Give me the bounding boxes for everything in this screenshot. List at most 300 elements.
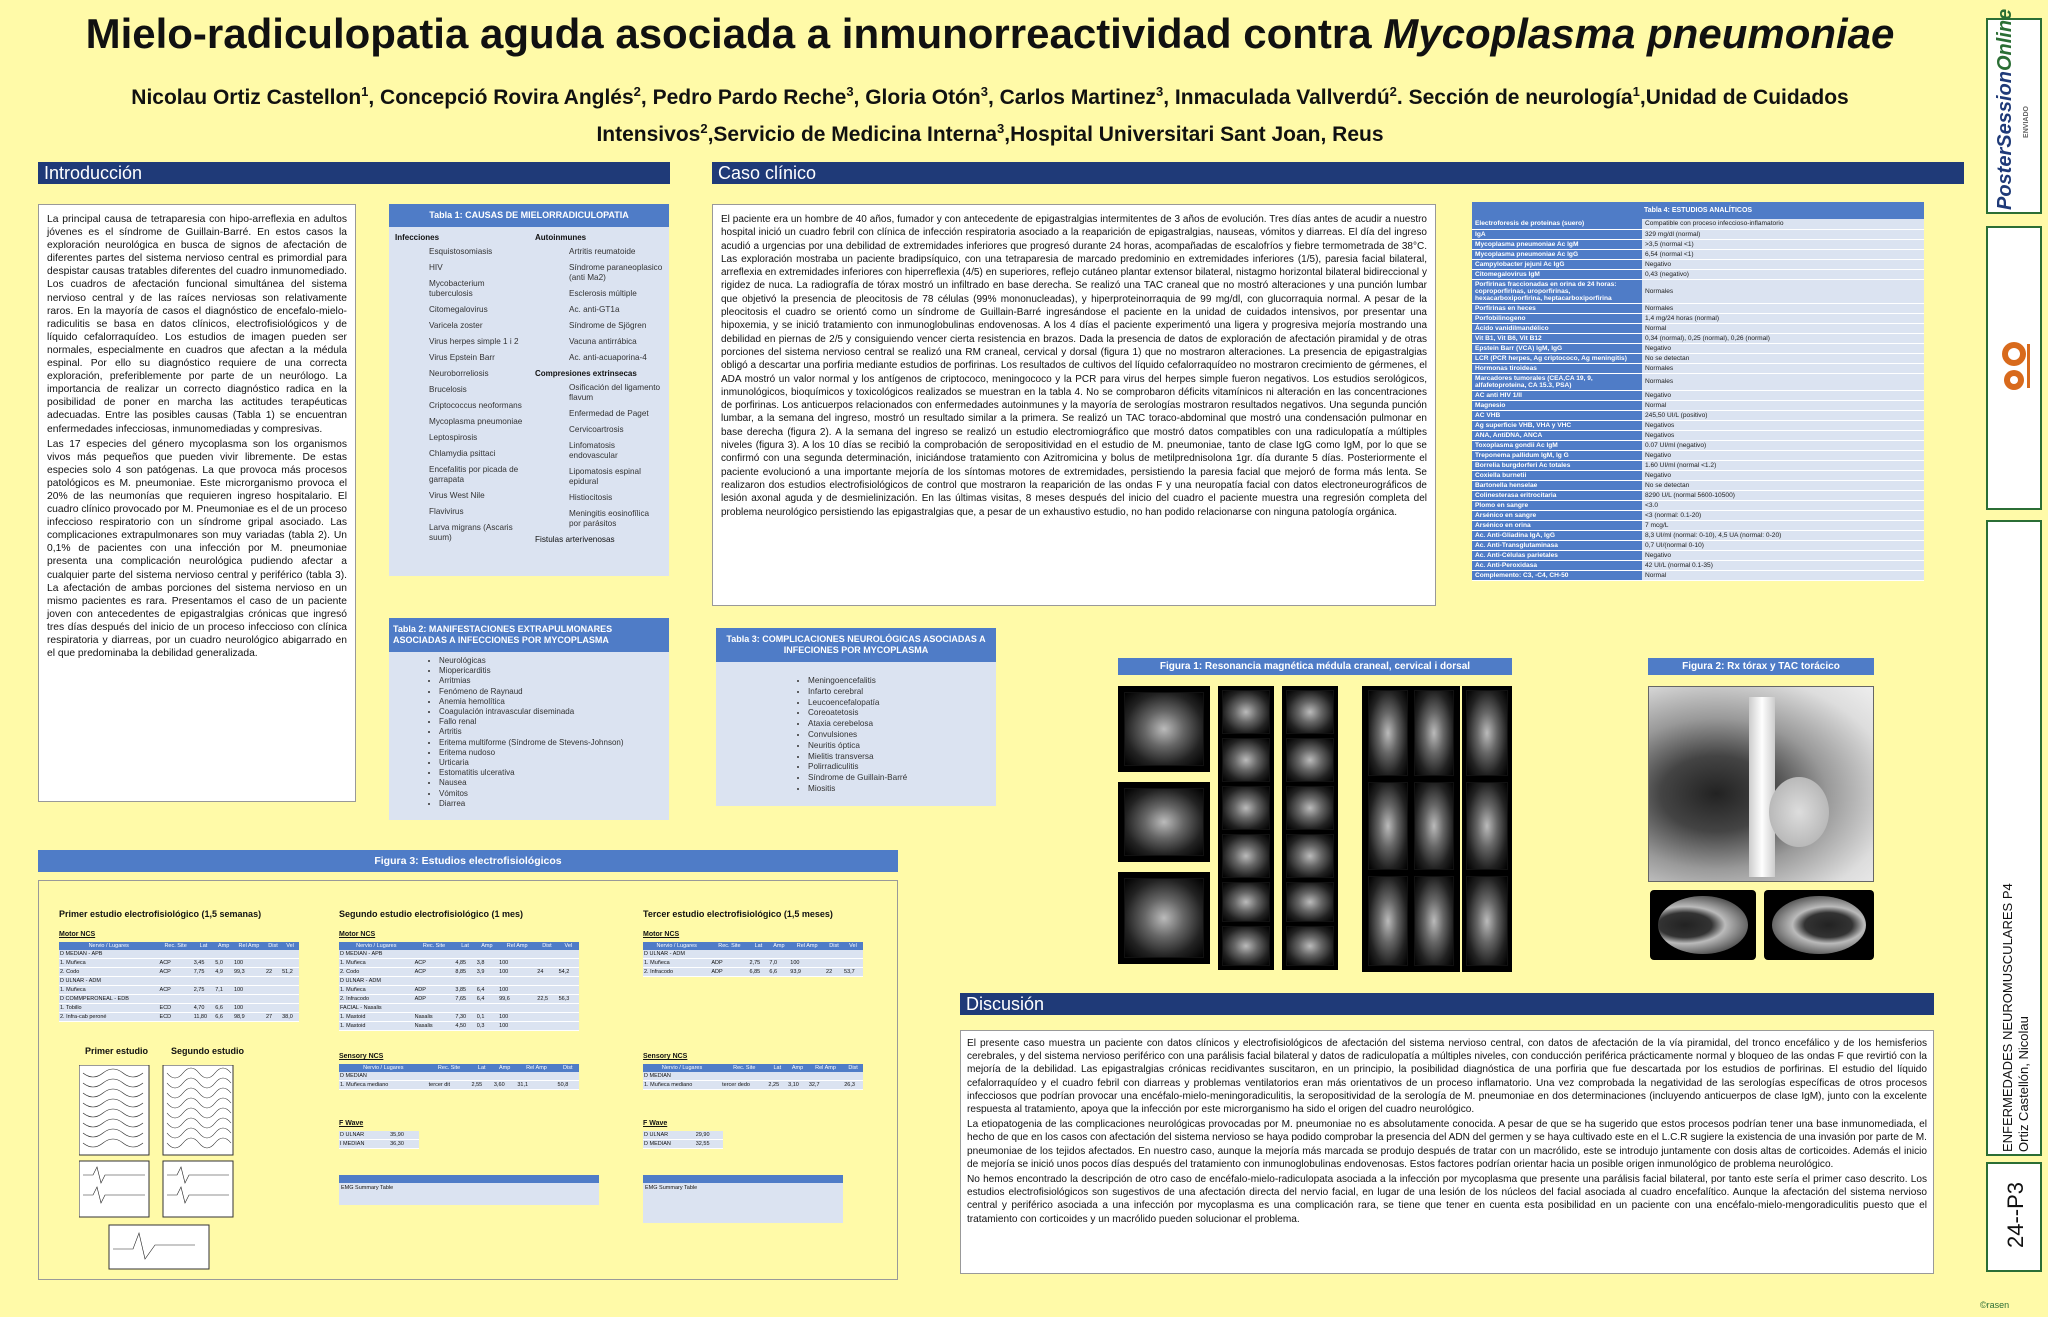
table-2-item: • Urticaria (439, 758, 669, 768)
table-1-item: Síndrome de Sjögren (569, 321, 647, 330)
table-4-label: Electroforesis de proteinas (suero) (1472, 219, 1642, 229)
table-4-row (1472, 540, 1924, 550)
mini-table-cell: 0,1 (476, 1013, 498, 1022)
mini-table-cell: ACP (159, 959, 193, 968)
mini-table-heading: Vel (558, 942, 579, 950)
mini-table-cell (558, 1004, 579, 1013)
mini-table-cell: FACIAL - Nasalis (339, 1004, 414, 1013)
mini-table-cell: 35,90 (389, 1131, 419, 1140)
mini-table-cell: 4,85 (454, 959, 475, 968)
table-1-item: Chlamydia psittaci (429, 449, 496, 458)
table-4-row (1472, 410, 1924, 420)
emg-summary-table (339, 1175, 599, 1205)
mini-table-cell (825, 950, 843, 959)
mini-table-row (339, 1131, 419, 1140)
table-4-label: Colinesterasa eritrocitaria (1472, 490, 1642, 500)
table-4-label: Bartonella henselae (1472, 480, 1642, 490)
mini-table-cell: D MEDIAN (643, 1140, 695, 1149)
figure-3-panel (38, 880, 898, 1280)
mini-table-row (643, 1140, 723, 1149)
table-1-item: Virus West Nile (429, 491, 485, 500)
mini-table-cell: 1. Muñeca (59, 959, 159, 968)
mini-table-cell: 6,6 (214, 1004, 233, 1013)
mini-table-header (643, 1064, 863, 1072)
table-4-value: Normales (1642, 373, 1924, 390)
mini-table-cell (214, 995, 233, 1004)
mini-table-cell: 100 (498, 959, 536, 968)
mini-table-cell: ACP (159, 986, 193, 995)
table-4-label: Marcadores tumorales (CEA,CA 19, 9, alfafetoproteina, CA 15.3, PSA) (1472, 373, 1642, 390)
mini-table-cell: 5,0 (214, 959, 233, 968)
ef-study-3 (643, 909, 863, 1223)
table-1-item: Mycoplasma pneumoniae (429, 417, 523, 426)
table-4-row (1472, 490, 1924, 500)
mini-table-heading: Rec. Site (414, 942, 455, 950)
table-1-item: Leptospirosis (429, 433, 478, 442)
mini-table-cell (265, 950, 281, 959)
mini-table-heading: Rec. Site (721, 1064, 767, 1072)
table-3-item: • Coreoatetosis (808, 708, 996, 719)
mini-table-cell: D MEDIAN - APB (339, 950, 414, 959)
mini-table-cell: 100 (498, 1013, 536, 1022)
section-discussion-header: Discusión (960, 993, 1934, 1015)
table-2-title: Tabla 2: MANIFESTACIONES EXTRAPULMONARES ASOCIADAS A INFECCIONES POR MYCOPLASMA (389, 618, 669, 652)
mini-table-heading: Lat (471, 1064, 493, 1072)
brand-small: ENVIADO (2023, 106, 2030, 138)
mini-table-cell: 2,55 (471, 1081, 493, 1090)
mini-table-header (339, 1064, 579, 1072)
mini-table-row (339, 950, 579, 959)
mri-image (1362, 686, 1460, 972)
table-4-label: Citomegalovirus IgM (1472, 269, 1642, 279)
table-1-item: Esquistosomiasis (429, 247, 493, 256)
motor-ncs-label: Motor NCS (339, 931, 376, 938)
mini-table-cell: ADP (710, 959, 748, 968)
intro-text-box (38, 204, 356, 802)
mini-table-cell: 4,70 (193, 1004, 215, 1013)
table-4-row (1472, 530, 1924, 540)
mini-table-cell: ACP (414, 959, 455, 968)
table-4-label: LCR (PCR herpes, Ag criptococo, Ag meningitis) (1472, 353, 1642, 363)
mini-table-cell: 29,90 (695, 1131, 723, 1140)
mini-table-heading: Rel Amp (789, 942, 825, 950)
mini-table-cell: 100 (233, 1004, 265, 1013)
table-4-value: Normales (1642, 363, 1924, 373)
ef-study-title: Primer estudio electrofisiológico (1,5 semanas) (59, 909, 262, 919)
mini-table-cell: 100 (498, 1022, 536, 1031)
table-4-label: IgA (1472, 229, 1642, 239)
table-1-col-heading: Infecciones (395, 233, 440, 242)
mini-table-cell (843, 1072, 863, 1081)
mini-table-cell (557, 1072, 579, 1081)
table-4-row (1472, 570, 1924, 580)
mini-table-cell: 99,3 (233, 968, 265, 977)
table-4-value: 8290 U/L (normal 5600-10500) (1642, 490, 1924, 500)
mini-table-cell: 1. Tobillo (59, 1004, 159, 1013)
table-4-label: Ácido vanidilmandélico (1472, 323, 1642, 333)
table-1-item: HIV (429, 263, 443, 272)
table-2 (389, 618, 669, 814)
table-1-item: Virus herpes simple 1 i 2 (429, 337, 519, 346)
table-4-row (1472, 560, 1924, 570)
mri-image (1118, 872, 1210, 964)
table-4-title: Tabla 4: ESTUDIOS ANALÍTICOS (1472, 202, 1924, 219)
mini-table-cell: 1. Muñeca mediano (339, 1081, 428, 1090)
table-4-row (1472, 510, 1924, 520)
table-4-value: Normales (1642, 279, 1924, 303)
mini-table-cell: 36,30 (389, 1140, 419, 1149)
mini-table-cell (233, 950, 265, 959)
mini-table-cell: 22 (265, 968, 281, 977)
mini-table-heading: Nervio / Lugares (339, 942, 414, 950)
table-2-item: • Anemia hemolítica (439, 697, 669, 707)
ef-study-2 (339, 909, 579, 1205)
mini-table-row (339, 1140, 419, 1149)
mini-table-row (339, 1013, 579, 1022)
table-1-item: Ac. anti-GT1a (569, 305, 620, 314)
table-4-label: Porfirinas fraccionadas en orina de 24 horas: coproporfirinas, uroporfirinas, hexacarboxiporfirina, heptacarboxiporfirina (1472, 279, 1642, 303)
table-2-item: • Nausea (439, 778, 669, 788)
mini-table-cell: D ULNAR (643, 1131, 695, 1140)
mini-table-cell: 7,75 (193, 968, 215, 977)
mini-table-cell (265, 977, 281, 986)
table-1-item: Meningitis eosinofílica por parásitos (569, 509, 650, 528)
mini-table-row (59, 995, 299, 1004)
mini-table-cell (281, 1004, 299, 1013)
table-4-value: <3 (normal: 0.1-20) (1642, 510, 1924, 520)
table-4-label: Complemento: C3, -C4, CH-50 (1472, 570, 1642, 580)
mini-table-cell: 3,9 (476, 968, 498, 977)
mini-table-cell: 50,8 (557, 1081, 579, 1090)
mini-table-cell (498, 977, 536, 986)
mini-table-header (339, 942, 579, 950)
mini-table-row (59, 950, 299, 959)
table-4-value: 6,54 (normal <1) (1642, 249, 1924, 259)
mini-table-cell: D ULNAR - ADM (643, 950, 710, 959)
mini-table-cell (233, 977, 265, 986)
mini-table-heading: Rel Amp (808, 1064, 843, 1072)
mini-table-cell: 98,9 (233, 1013, 265, 1022)
intro-paragraph: La principal causa de tetraparesia con hipo-arreflexia en adultos jóvenes es el síndrome de Guillain-Barré. En estos casos la exploración neurológica en busca de signos de afectación de diferentes partes del sistema nervioso central es primordial para despistar causas tratables diferentes del cuadro inmunomediado. Los cuadros de afectación funcional simultánea del sistema nervioso central y de las raíces nerviosas son relativamente raros. En la mayoría de casos el diagnóstico de encefalo-mielo-radiculitis se basa en datos clínicos, electrofisiológicos y de líquido cefalorraquídeo. Los estudios de imagen pueden ser normales, especialmente en cuadros que afectan a la médula espinal. Por ello su diagnóstico requiere de una correcta exploración, preferiblemente por parte de un neurólogo. La importancia de realizar un correcto diagnóstico radica en la posibilidad de poner en marcha las actitudes terapéuticas adecuadas. Entre las posibles causas (Tabla 1) se encuentran enfermedades infecciosas, inmunomediadas y compresivas. (47, 214, 347, 435)
table-4-label: Ac. Anti-Gliadina IgA, IgG (1472, 530, 1642, 540)
mini-table-cell (281, 977, 299, 986)
table-1-item: Enfermedad de Paget (569, 409, 649, 418)
table-4-row (1472, 460, 1924, 470)
table-1-item: Mycobacterium tuberculosis (429, 279, 485, 298)
table-4-value: 1,4 mg/24 horas (normal) (1642, 313, 1924, 323)
poster-code-panel (1986, 1162, 2042, 1272)
table-1-col-heading: Compresiones extrinsecas (535, 369, 637, 378)
table-3-item: • Neuritis óptica (808, 741, 996, 752)
mini-table-cell: D COMMPERONEAL - EDB (59, 995, 159, 1004)
mini-table-cell (281, 986, 299, 995)
table-1-item: Cervicoartrosis (569, 425, 624, 434)
mini-table-row (339, 1081, 579, 1090)
mini-table-heading: Nervio / Lugares (339, 1064, 428, 1072)
mini-table-cell: 7,0 (768, 959, 789, 968)
mini-table-heading: Rel Amp (498, 942, 536, 950)
mini-table-cell (476, 977, 498, 986)
mini-table-cell: 24 (536, 968, 557, 977)
mini-table-heading: Amp (214, 942, 233, 950)
table-4-row (1472, 500, 1924, 510)
table-4-value: 0,7 UI/(normal 0-10) (1642, 540, 1924, 550)
mini-table-cell: 3,45 (193, 959, 215, 968)
mini-table-heading: Rec. Site (710, 942, 748, 950)
mini-table-cell: 2,75 (193, 986, 215, 995)
table-4-row (1472, 450, 1924, 460)
mini-table-row (339, 977, 579, 986)
mini-table-cell (159, 995, 193, 1004)
mini-table-cell: 2. Codo (59, 968, 159, 977)
table-4-value: No se detectan (1642, 353, 1924, 363)
mini-table-cell: 7,65 (454, 995, 475, 1004)
table-2-item: • Vómitos (439, 789, 669, 799)
mini-table-cell (476, 950, 498, 959)
wave-label-1: Primer estudio (85, 1046, 149, 1056)
mini-table-heading: Rec. Site (428, 1064, 471, 1072)
mini-table-cell (825, 959, 843, 968)
table-4-value: No se detectan (1642, 480, 1924, 490)
table-4-label: Arsénico en orina (1472, 520, 1642, 530)
table-1-col-heading: Autoinmunes (535, 233, 587, 242)
mini-table-cell: 100 (498, 986, 536, 995)
mini-table-cell (265, 1004, 281, 1013)
mini-table-cell: 1. Muñeca (643, 959, 710, 968)
figure-2-title: Figura 2: Rx tórax y TAC torácico (1648, 658, 1874, 675)
poster-session-logo (1986, 8, 2042, 214)
table-4-label: Hormonas tiroideas (1472, 363, 1642, 373)
mini-table-cell: 56,3 (558, 995, 579, 1004)
mini-table-cell: I MEDIAN (339, 1140, 389, 1149)
table-3-item: • Meningoencefalitis (808, 676, 996, 687)
table-3 (716, 628, 996, 814)
table-3-title: Tabla 3: COMPLICACIONES NEUROLÓGICAS ASOCIADAS A INFECIONES POR MYCOPLASMA (716, 628, 996, 662)
mini-table-cell: 2. Infra-cab peroné (59, 1013, 159, 1022)
ef-study-1 (59, 909, 299, 1022)
mini-table-cell: 8,85 (454, 968, 475, 977)
wave-label-2: Segundo estudio (171, 1046, 244, 1056)
mini-table-row (643, 959, 863, 968)
table-4-value: >3,5 (normal <1) (1642, 239, 1924, 249)
case-paragraph: El paciente era un hombre de 40 años, fumador y con antecedente de epigastralgias intermitentes de 3 años de evolución. Tres días antes de acudir a nuestro hospital inició un cuadro febril con clínica de infección respiratoria asociado a la reaparición de epigastralgias, nauseas, vómitos y diarreas. El día del ingreso acudió a urgencias por una debilidad de extremidades inferiores que progresó durante 24 horas, acompañadas de escalofríos y fiebre termometrada de 38°C. Las exploración mostraba un paciente bradipsíquico, con una tetraparesia de marcado predominio en extremidades inferiores (1/5), paresia facial bilateral, arreflexia en extremidades inferiores con hiperreflexia (4/5) en superiores, reflejo cutáneo plantar extensor bilateral, nistagmo horizontal bilateral bidireccional y rigidez de nuca. La radiografía de tórax mostró un infiltrado en base derecha. Se realizó una TAC craneal que no mostró alteraciones y una punción lumbar que objetivó la presencia de pleocitosis de 78 células (99% mononucleadas), y hiperproteinorraquia de 99 mg/dl, con glucorraquia normal. A pesar de la pleocitosis el cuadro se orientó como un síndrome de Guillain-Barré ingresándose el paciente en la unidad de cuidados intensivos, por presentar una hipoxemia, y se inició tratamiento con inmunoglobulinas endovenosas. A los 4 días el paciente experimentó una ligera y progresiva mejoría mostrando una debilidad en piernas de 2/5 y consiguiendo vencer cierta resistencia en brazos. Dada la presencia de datos de exploración de afectación piramidal y de otras porciones del sistema nervioso central se realizó una RM craneal, cervical y dorsal (figura 1) que no mostraron alteraciones. La presencia de epigastralgias obligó a descartar una porfiria mediante estudios de porfirinas. Los resultados de cultivos del líquido cefalorraquídeo no mostraron crecimiento de gérmenes, el ADA mostró un valor normal y los antígenos de criptococo, meningococo y la PCR para virus del herpes simple fueron negativos. Los estudios serológicos, inmunológicos, bioquímicos y toxicológicos realizados se muestran en la tabla 4. No se comprobaron déficits vitamínicos ni alteración en las concentraciones de porfirinas. Los anticuerpos relacionados con enfermedades autoinmunes y la mayoría de serologías mostraron resultados negativos. Una segunda punción lumbar, a la semana del ingreso, mostró un resultado similar a la primera. Se realizó un TAC toraco-abdominal que mostró una condensación pulmonar en base derecha (figura 2). A la semana del ingreso se realizó un estudio electromiográfico que mostró datos compatibles con una radiculopatía a múltiples niveles (figura 3). A los 10 días se recibió la comprobación de seropositividad en el estudio de M. pneumoniae, tanto de clase IgG como IgM, por lo que se confirmó con una segunda determinación, iniciándose tratamiento con Azitromicina y bolus de metilprednisolona 1gr. día durante 5 días. Posteriormente el paciente evolucionó a una importante mejoría de los síntomas motores de extremidades, persistiendo la paresia facial que mejoró de forma más lenta. Se realizaron dos estudios electrofisiológicos de control que mostraron la reaparición de las ondas F y una neuropatía facial con datos electroneurográficos de lesión axonal aguda y de desmielinización. En las últimas visitas, 8 meses después del inicio del cuadro el paciente muestra una regresión completa del problema neurológico persistiendo las epigastralgias que, a pesar de un exhaustivo estudio, no han podido relacionarse con ninguna patología orgánica. (721, 214, 1427, 518)
table-1-item: Brucelosis (429, 385, 467, 394)
mini-table-cell: 2. Infracodo (339, 995, 414, 1004)
fwave-label: F Wave (339, 1120, 364, 1127)
mini-table-row (339, 959, 579, 968)
mini-table-cell: 4,9 (214, 968, 233, 977)
table-1-item: Neuroborreliosis (429, 369, 489, 378)
mini-table-cell (536, 950, 557, 959)
mini-table-cell (265, 959, 281, 968)
table-4-value: Normal (1642, 400, 1924, 410)
mini-table-cell (159, 950, 193, 959)
mini-table-cell (159, 977, 193, 986)
mini-table-row (339, 986, 579, 995)
discussion-paragraph: La etiopatogenia de las complicaciones neurológicas provocadas por M. pneumoniae no es absolutamente conocida. A pesar de que se ha sugerido que estos procesos podrían tener una base inmunomediada, el hecho de que en los casos con afectación del sistema nervioso se haya podido comprobar la presencia del ADN del germen y se haya cultivado este en el L.C.R sugiere la existencia de una invasión por parte de M. pneumoniae de los tejidos afectados. En nuestro caso, aunque la mejoría más marcada se produjo después de tratar con un macrólido, este se introdujo juntamente con dosis altas de corticoides. Además el inicio de mejoría se inició unos pocos días después del tratamiento con inmunoglobulinas endovenosas. Estos factores podrían orientar hacia un posible origen inmunológico de problema neurológico. (967, 1119, 1927, 1170)
mini-table-row (643, 1131, 723, 1140)
mini-table-heading: Dist (536, 942, 557, 950)
mri-image (1462, 686, 1512, 972)
mini-table-heading: Nervio / Lugares (59, 942, 159, 950)
mini-table-cell (767, 1072, 787, 1081)
mini-table-cell: 7,1 (214, 986, 233, 995)
mini-table-cell: 2,75 (748, 959, 768, 968)
mini-table-cell: D ULNAR (339, 1131, 389, 1140)
table-1-item: Esclerosis múltiple (569, 289, 637, 298)
mini-table-heading: Lat (767, 1064, 787, 1072)
mini-table-cell: 32,55 (695, 1140, 723, 1149)
table-4-label: Coxiella burnetii (1472, 470, 1642, 480)
mini-table-cell: 22 (825, 968, 843, 977)
mini-table-cell: 100 (498, 968, 536, 977)
table-4-row (1472, 440, 1924, 450)
mini-table-cell: ACP (414, 968, 455, 977)
mini-table-cell: 2. Codo (339, 968, 414, 977)
mini-table-row (59, 959, 299, 968)
table-4-value: 0,34 (normal), 0,25 (normal), 0,26 (normal) (1642, 333, 1924, 343)
mini-table-cell (193, 950, 215, 959)
table-4-row (1472, 550, 1924, 560)
table-4 (1472, 202, 1924, 638)
table-4-value: Negativo (1642, 470, 1924, 480)
footer-brand: ©rasen (1980, 1300, 2010, 1310)
mini-table-heading: Vel (281, 942, 299, 950)
mini-table-cell: 3,10 (787, 1081, 808, 1090)
mini-table-row (339, 1072, 579, 1081)
table-2-item: • Artritis (439, 727, 669, 737)
mini-table-cell: 1. Muñeca mediano (643, 1081, 721, 1090)
table-4-row (1472, 323, 1924, 333)
table-4-row (1472, 390, 1924, 400)
table-1-item: Virus Epstein Barr (429, 353, 495, 362)
mini-table-heading: Amp (787, 1064, 808, 1072)
table-1-item: Vacuna antirrábica (569, 337, 637, 346)
mini-table-row (59, 1013, 299, 1022)
table-1-item: Fistulas arterivenosas (535, 535, 615, 544)
table-3-item: • Polirradiculitis (808, 762, 996, 773)
ef-study-title: Tercer estudio electrofisiológico (1,5 meses) (643, 909, 833, 919)
table-1-item: Citomegalovirus (429, 305, 488, 314)
table-3-item: • Leucoencefalopatía (808, 698, 996, 709)
table-4-value: 8,3 UI/ml (normal: 0-10), 4,5 UA (normal: 0-20) (1642, 530, 1924, 540)
mini-table-cell: 6,4 (476, 986, 498, 995)
mini-table-cell (281, 950, 299, 959)
mini-table-cell: 93,9 (789, 968, 825, 977)
mini-table-cell (414, 950, 455, 959)
mini-table-cell: 3,85 (454, 986, 475, 995)
authors: Nicolau Ortiz Castellon$^1$, Concepció Rovira Anglés$^2$, Pedro Pardo Reche$^3$, Gloria Otón$^3$, Carlos Martinez$^3$, Inmaculada Vallverdú$^2$. Sección de neurología$^1$,Unidad de Cuidados Intensivos$^2$,Servicio de Medicina Interna$^3$,Hospital Universitari Sant Joan, Reus (131, 84, 1849, 146)
mini-table-cell (454, 977, 475, 986)
table-4-label: Toxoplasma gondii Ac IgM (1472, 440, 1642, 450)
mini-table-cell: 0,3 (476, 1022, 498, 1031)
mini-table-cell (233, 995, 265, 1004)
mini-table-cell (536, 1013, 557, 1022)
mini-table-cell: 99,6 (498, 995, 536, 1004)
mini-table-cell: 4,50 (454, 1022, 475, 1031)
table-2-item: • Arritmias (439, 676, 669, 686)
mini-table-cell: ACP (159, 968, 193, 977)
table-2-item: • Neurológicas (439, 656, 669, 666)
table-4-value: Negativo (1642, 343, 1924, 353)
table-1-item: Artritis reumatoide (569, 247, 636, 256)
mini-table-heading: Rel Amp (233, 942, 265, 950)
mini-table-cell: 22,5 (536, 995, 557, 1004)
fwave-label: F Wave (643, 1120, 668, 1127)
mini-table-cell: ECD (159, 1013, 193, 1022)
motor-ncs-label: Motor NCS (643, 931, 680, 938)
mini-table-cell (454, 950, 475, 959)
mini-table-cell: 6,4 (476, 995, 498, 1004)
mini-table-cell: 54,2 (558, 968, 579, 977)
mini-table-cell: 3,8 (476, 959, 498, 968)
mini-table-cell (536, 977, 557, 986)
figure-1-title: Figura 1: Resonancia magnética médula craneal, cervical i dorsal (1118, 658, 1512, 675)
mini-table-cell: Nasalis (414, 1013, 455, 1022)
table-4-value: 0,43 (negativo) (1642, 269, 1924, 279)
table-1-item: Osificación del ligamento flavum (569, 383, 661, 402)
chest-xray-image (1648, 686, 1874, 882)
mini-table-cell (193, 995, 215, 1004)
ef-study-title: Segundo estudio electrofisiológico (1 mes) (339, 909, 524, 919)
table-4-label: Mycoplasma pneumoniae Ac IgM (1472, 239, 1642, 249)
emg-summary-label: EMG Summary Table (645, 1185, 698, 1191)
mri-image (1118, 782, 1210, 862)
mini-table-cell (748, 950, 768, 959)
table-4-row (1472, 219, 1924, 229)
brand-text: Online (1994, 8, 2016, 72)
table-2-item: • Coagulación intravascular diseminada (439, 707, 669, 717)
mini-table-cell (454, 1004, 475, 1013)
mini-table-cell: 2,25 (767, 1081, 787, 1090)
mini-table-cell: ADP (414, 986, 455, 995)
table-4-row (1472, 520, 1924, 530)
table-4-label: Porfobilinogeno (1472, 313, 1642, 323)
mini-table-cell (536, 986, 557, 995)
table-1-item: Criptococcus neoformans (429, 401, 522, 410)
mini-table-cell: D ULNAR - ADM (339, 977, 414, 986)
table-1-item: Encefalitis por picada de garrapata (429, 465, 519, 484)
sensory-ncs-label: Sensory NCS (339, 1053, 384, 1060)
mini-table-cell (789, 950, 825, 959)
emg-waveforms (79, 1065, 269, 1270)
table-2-item: • Miopericarditis (439, 666, 669, 676)
table-2-item: • Fallo renal (439, 717, 669, 727)
mini-table-header (643, 942, 863, 950)
mini-table-heading: Lat (748, 942, 768, 950)
table-4-label: Campylobacter jejuni Ac IgG (1472, 259, 1642, 269)
mini-table-cell (265, 995, 281, 1004)
mini-table-cell: 6,85 (748, 968, 768, 977)
discussion-paragraph: El presente caso muestra un paciente con datos clínicos y electrofisiológicos de afectación del sistema nervioso central, con datos de afectación de la vía piramidal, del tronco encefálico y de los hemisferios cerebrales, y del sistema nervioso periférico con una parálisis facial bilateral y datos de radiculopatía a múltiples niveles, con conducción periférica prácticamente normal y bloqueo de las ondas F que revirtió con la mejoría de la debilidad. Las epigastralgias crónicas recidivantes suscitaron, en un principio, la posibilidad diagnóstica de una porfiria que fue descartada por los estudios de porfirinas. El estudio del líquido cefalorraquídeo y el cuadro febril con diarreas y problemas ventilatorios eran más orientativos de un proceso inflamatorio. Una vez comprobada la negatividad de las serologías específicas de otros procesos infecciosos que podrían provocar una encéfalo-mielo-meningoradiculitis, la seropositividad de la serología de M. pneumoniae en dos determinaciones (incluyendo anticuerpos de clase IgM), junto con la excelente respuesta al tratamiento, apoya que la infección por este microrganismo ha sido el origen del cuadro neurológico. (967, 1038, 1927, 1116)
table-4-value: 329 mg/dl (normal) (1642, 229, 1924, 239)
table-4-value: 0.07 UI/ml (negativo) (1642, 440, 1924, 450)
mini-table-heading: Nervio / Lugares (643, 942, 710, 950)
ct-image (1650, 890, 1756, 960)
table-2-item: • Diarrea (439, 799, 669, 809)
mini-table-cell (265, 986, 281, 995)
mini-table-heading: Vel (843, 942, 863, 950)
mini-table-cell: ADP (414, 995, 455, 1004)
mini-table-row (59, 986, 299, 995)
mini-table-cell: 3,60 (493, 1081, 516, 1090)
table-4-value: Negativo (1642, 259, 1924, 269)
emg-summary-table (643, 1175, 843, 1223)
table-1-item: Lipomatosis espinal epidural (569, 467, 641, 486)
table-1-item: Varicela zoster (429, 321, 483, 330)
table-1-title: Tabla 1: CAUSAS DE MIELORRADICULOPATIA (389, 204, 669, 227)
mini-table-cell: 27 (265, 1013, 281, 1022)
